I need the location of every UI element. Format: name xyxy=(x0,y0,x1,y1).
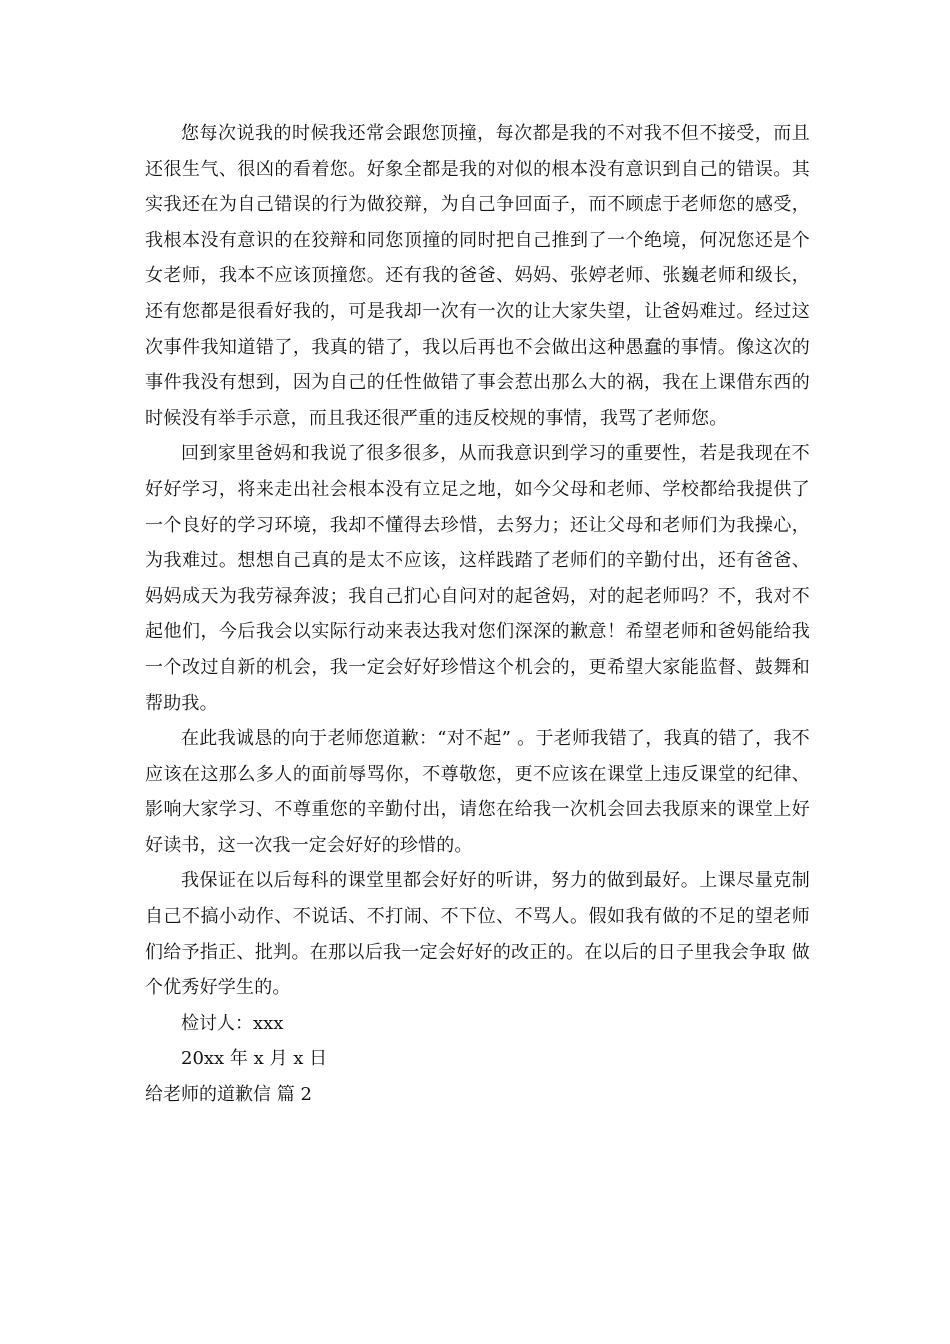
body-paragraph-4: 我保证在以后每科的课堂里都会好好的听讲，努力的做到最好。上课尽量克制自己不搞小动作、不说话、不打闹、不下位、不骂人。假如我有做的不足的望老师们给予指正、批判。在那以后我一定会好好的改正的。在以后的日子里我会争取 做个优秀好学生的。 xyxy=(145,870,810,999)
document-page xyxy=(145,116,810,1113)
body-paragraph-1: 您每次说我的时候我还常会跟您顶撞，每次都是我的不对我不但不接受，而且还很生气、很凶的看着您。好象全都是我的对似的根本没有意识到自己的错误。其实我还在为自己错误的行为做狡辩，为自己争回面子，而不顾虑于老师您的感受，我根本没有意识的在狡辩和同您顶撞的同时把自己推到了一个绝境，何况您还是个女老师，我本不应该顶撞您。还有我的爸爸、妈妈、张婷老师、张巍老师和级长，还有您都是很看好我的，可是我却一次有一次的让大家失望，让爸妈难过。经过这次事件我知道错了，我真的错了，我以后再也不会做出这种愚蠢的事情。像这次的事件我没有想到，因为自己的任性做错了事会惹出那么大的祸，我在上课借东西的时候没有举手示意，而且我还很严重的违反校规的事情，我骂了老师您。 xyxy=(145,123,810,429)
signature-line: 检讨人：xxx xyxy=(181,1012,284,1034)
next-section-heading: 给老师的道歉信 篇 2 xyxy=(145,1084,312,1106)
body-paragraph-2: 回到家里爸妈和我说了很多很多，从而我意识到学习的重要性，若是我现在不好好学习，将来走出社会根本没有立足之地，如今父母和老师、学校都给我提供了一个良好的学习环境，我却不懂得去珍惜，去努力；还让父母和老师们为我操心，为我难过。想想自己真的是太不应该，这样践踏了老师们的辛勤付出，还有爸爸、妈妈成天为我劳禄奔波；我自己扪心自问对的起爸妈，对的起老师吗？不，我对不起他们，今后我会以实际行动来表达我对您们深深的歉意！希望老师和爸妈能给我一个改过自新的机会，我一定会好好珍惜这个机会的，更希望大家能监督、鼓舞和帮助我。 xyxy=(145,443,810,714)
body-paragraph-3: 在此我诚恳的向于老师您道歉：“对不起” 。于老师我错了，我真的错了，我不应该在这那么多人的面前辱骂你，不尊敬您，更不应该在课堂上违反课堂的纪律、影响大家学习、不尊重您的辛勤付出，请您在给我一次机会回去我原来的课堂上好好读书，这一次我一定会好好的珍惜的。 xyxy=(145,728,810,856)
date-line: 20xx 年 x 月 x 日 xyxy=(181,1048,328,1070)
